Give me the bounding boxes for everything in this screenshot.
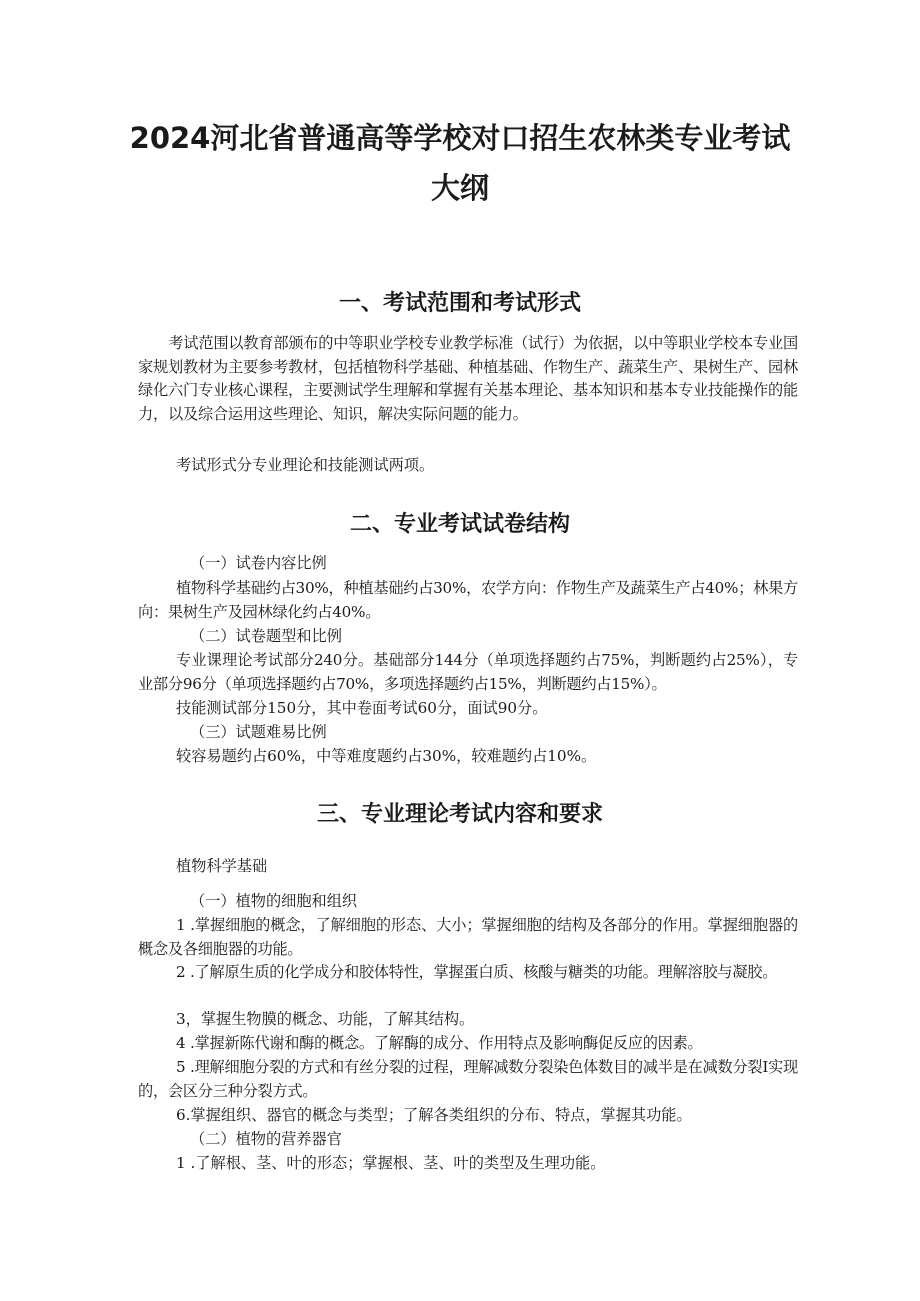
section3-item1: 1 .掌握细胞的概念，了解细胞的形态、大小；掌握细胞的结构及各部分的作用。掌握细胞器的概念及各细胞器的功能。 [138,916,798,958]
section3-item3: 3，掌握生物膜的概念、功能，了解其结构。 [176,1010,475,1028]
section3-course-name: 植物科学基础 [176,857,268,875]
section1-paragraph2: 考试形式分专业理论和技能测试两项。 [176,456,435,474]
document-title-line2: 大纲 [430,171,489,205]
section1-heading: 一、考试范围和考试形式 [338,291,581,316]
section3-item5: 5 .理解细胞分裂的方式和有丝分裂的过程，理解减数分裂染色体数目的减半是在减数分裂Ⅰ实现的，会区分三种分裂方式。 [138,1058,798,1100]
section3-item6: 6.掌握组织、器官的概念与类型；了解各类组织的分布、特点，掌握其功能。 [176,1106,692,1124]
section2-sub1-text: 植物科学基础约占30%，种植基础约占30%，农学方向：作物生产及蔬菜生产占40%；林果方向：果树生产及园林绿化约占40%。 [138,579,798,621]
section1-paragraph1: 考试范围以教育部颁布的中等职业学校专业教学标准（试行）为依据，以中等职业学校本专业国家规划教材为主要参考教材，包括植物科学基础、种植基础、作物生产、蔬菜生产、果树生产、园林绿化六门专业核心课程，主要测试学生理解和掌握有关基本理论、基本知识和基本专业技能操作的能力，以及综合运用这些理论、知识，解决实际问题的能力。 [138,334,798,423]
section3-sub1-heading: （一）植物的细胞和组织 [190,892,358,910]
section2-sub3-text: 较容易题约占60%，中等难度题约占30%，较难题约占10%。 [176,747,597,765]
section3-sub2-heading: （二）植物的营养器官 [190,1130,342,1148]
section3-heading: 三、专业理论考试内容和要求 [316,802,603,827]
section3-item2: 2 .了解原生质的化学成分和胶体特性，掌握蛋白质、核酸与糖类的功能。理解溶胶与凝胶。 [176,963,778,981]
document-title-line1: 2024河北省普通高等学校对口招生农林类专业考试 [129,121,791,155]
section2-heading: 二、专业考试试卷结构 [349,512,570,537]
section3-item4: 4 .掌握新陈代谢和酶的概念。了解酶的成分、作用特点及影响酶促反应的因素。 [176,1034,703,1052]
section2-sub2-text2: 技能测试部分150分，其中卷面考试60分，面试90分。 [176,699,548,717]
section3-sub2-item1: 1 .了解根、茎、叶的形态；掌握根、茎、叶的类型及生理功能。 [176,1154,606,1172]
section2-sub1-heading: （一）试卷内容比例 [190,554,327,572]
section2-sub3-heading: （三）试题难易比例 [190,723,327,741]
section2-sub2-text1: 专业课理论考试部分240分。基础部分144分（单项选择题约占75%，判断题约占25%），专业部分96分（单项选择题约占70%，多项选择题约占15%，判断题约占15%）。 [138,651,798,693]
section2-sub2-heading: （二）试卷题型和比例 [190,627,342,645]
